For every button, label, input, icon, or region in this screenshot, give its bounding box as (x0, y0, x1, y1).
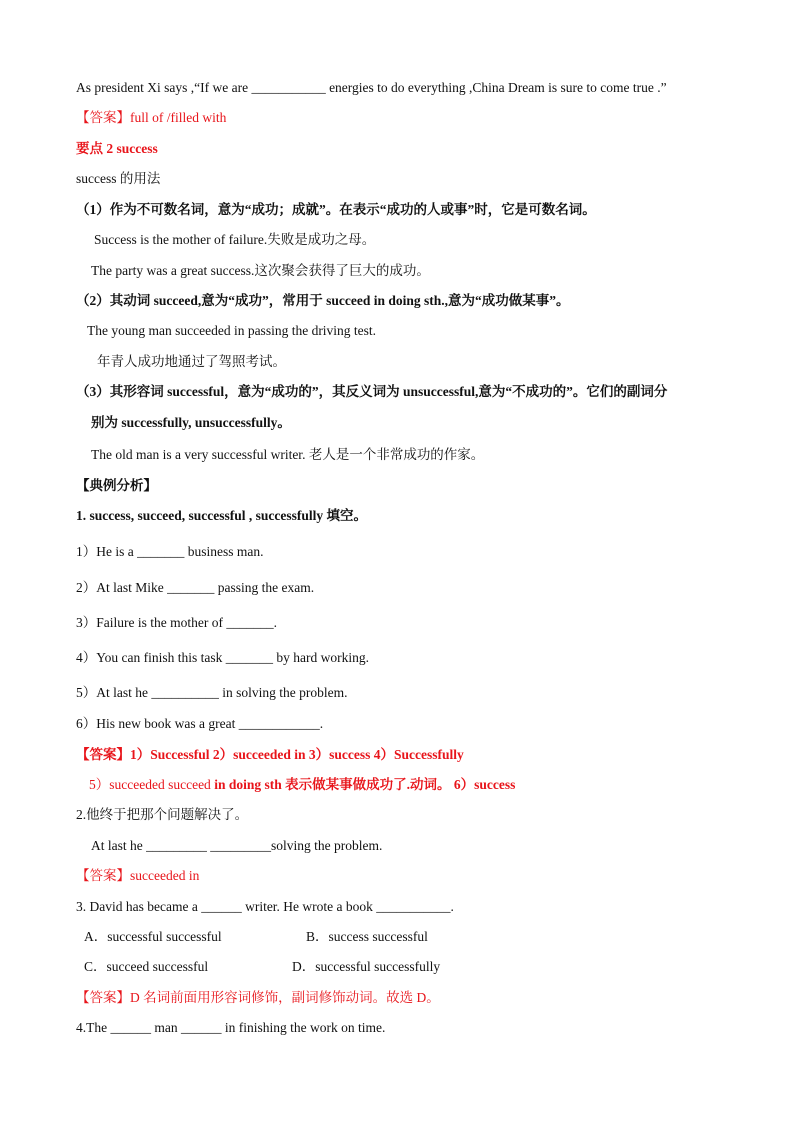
exercise-item: At last he _________ _________solving the problem. (91, 838, 383, 853)
example-sentence: The old man is a very successful writer. 老人是一个非常成功的作家。 (91, 447, 485, 462)
question-sentence: As president Xi says ,“If we are ___________ energies to do everything ,China Dream is sure to come true .” (76, 80, 667, 95)
exercise-item: 6）His new book was a great ____________. (76, 716, 324, 731)
exercise-item: 1）He is a _______ business man. (76, 544, 264, 559)
usage-heading: success 的用法 (76, 171, 161, 186)
rule-3: （3）其形容词 successful，意为“成功的”，其反义词为 unsuccessful,意为“不成功的”。它们的副词分 (76, 384, 668, 399)
answer-explanation: in doing sth 表示做某事做成功了.动词。 6）success (210, 777, 516, 792)
exercise-item: 2）At last Mike _______ passing the exam. (76, 580, 315, 595)
rule-3-continued: 别为 successfully, unsuccessfully。 (91, 415, 291, 430)
example-translation: 年青人成功地通过了驾照考试。 (97, 354, 286, 369)
rule-2: （2）其动词 succeed,意为“成功”，常用于 succeed in doing sth.,意为“成功做某事”。 (76, 293, 570, 308)
exercise-item: 5）At last he __________ in solving the problem. (76, 685, 348, 700)
exercise-item: 3）Failure is the mother of _______. (76, 615, 277, 630)
option-d: D．successful successfully (292, 959, 441, 974)
option-a: A．successful successful (84, 929, 222, 944)
example-sentence: Success is the mother of failure.失败是成功之母。 (94, 232, 376, 247)
answer-part: 5）succeeded succeed (89, 777, 211, 792)
analysis-heading: 【典例分析】 (76, 478, 157, 493)
answer-line-continued (89, 776, 515, 794)
example-sentence: The party was a great success.这次聚会获得了巨大的成功。 (91, 263, 430, 278)
option-b: B．success successful (306, 929, 428, 944)
answer-line: 【答案】succeeded in (76, 868, 200, 883)
exercise-4-prompt: 4.The ______ man ______ in finishing the work on time. (76, 1020, 386, 1035)
answer-line: 【答案】D 名词前面用形容词修饰，副词修饰动词。故选 D。 (76, 990, 440, 1005)
example-sentence: The young man succeeded in passing the driving test. (87, 323, 377, 338)
exercise-item: 4）You can finish this task _______ by hard working. (76, 650, 369, 665)
answer-line: 【答案】1）Successful 2）succeeded in 3）success 4）Successfully (76, 747, 464, 762)
answer-line: 【答案】full of /filled with (76, 110, 227, 125)
rule-1: （1）作为不可数名词，意为“成功；成就”。在表示“成功的人或事”时，它是可数名词。 (76, 202, 596, 217)
option-c: C．succeed successful (84, 959, 209, 974)
exercise-3-prompt: 3. David has became a ______ writer. He wrote a book ___________. (76, 899, 454, 914)
section-heading: 要点 2 success (76, 141, 158, 156)
exercise-2-prompt: 2.他终于把那个问题解决了。 (76, 807, 249, 822)
exercise-1-instruction: 1. success, succeed, successful , successfully 填空。 (76, 508, 367, 523)
